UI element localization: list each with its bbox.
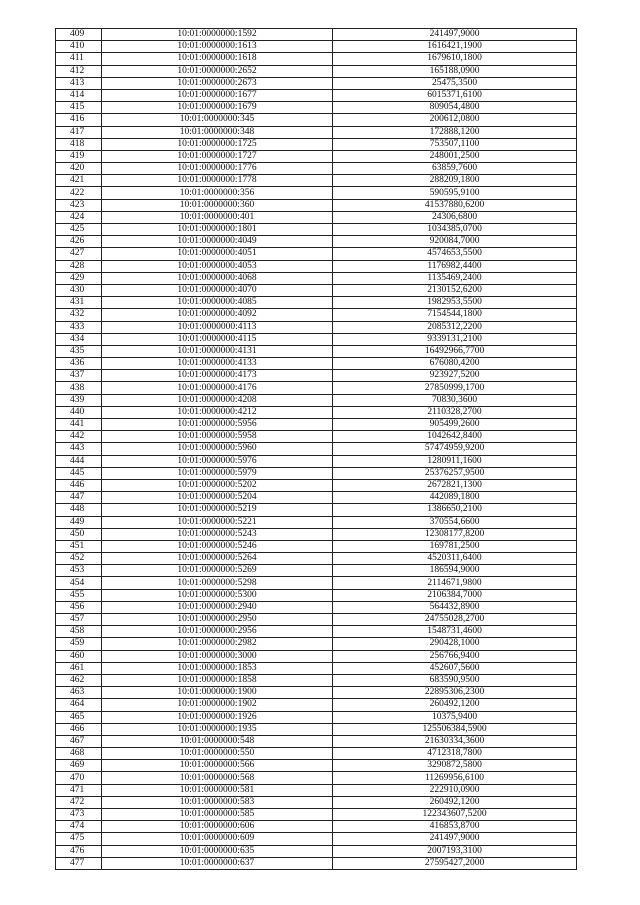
table-row (56, 553, 577, 565)
table-row (56, 370, 577, 382)
cadastral-number-cell: 10:01:0000000:4212 (102, 406, 333, 418)
amount-cell: 241497,9000 (333, 833, 577, 845)
row-number-cell: 476 (56, 845, 102, 857)
amount-cell: 200612,0800 (333, 114, 577, 126)
row-number-cell: 471 (56, 784, 102, 796)
table-row (56, 53, 577, 65)
row-number-cell: 469 (56, 760, 102, 772)
table-row (56, 406, 577, 418)
cadastral-number-cell: 10:01:0000000:5264 (102, 553, 333, 565)
amount-cell: 2110328,2700 (333, 406, 577, 418)
cadastral-number-cell: 10:01:0000000:1677 (102, 89, 333, 101)
cadastral-number-cell: 10:01:0000000:5976 (102, 455, 333, 467)
table-row (56, 394, 577, 406)
amount-cell: 41537880,6200 (333, 199, 577, 211)
cadastral-number-cell: 10:01:0000000:360 (102, 199, 333, 211)
row-number-cell: 461 (56, 662, 102, 674)
amount-cell: 2114671,9800 (333, 577, 577, 589)
cadastral-number-cell: 10:01:0000000:568 (102, 772, 333, 784)
data-table (55, 28, 577, 870)
cadastral-number-cell: 10:01:0000000:550 (102, 748, 333, 760)
cadastral-number-cell: 10:01:0000000:2982 (102, 638, 333, 650)
amount-cell: 1616421,1900 (333, 41, 577, 53)
cadastral-number-cell: 10:01:0000000:1801 (102, 224, 333, 236)
cadastral-number-cell: 10:01:0000000:5221 (102, 516, 333, 528)
table-row (56, 662, 577, 674)
amount-cell: 125506384,5900 (333, 723, 577, 735)
cadastral-number-cell: 10:01:0000000:1926 (102, 711, 333, 723)
row-number-cell: 457 (56, 614, 102, 626)
row-number-cell: 442 (56, 431, 102, 443)
cadastral-number-cell: 10:01:0000000:4085 (102, 297, 333, 309)
cadastral-number-cell: 10:01:0000000:1853 (102, 662, 333, 674)
table-row (56, 540, 577, 552)
row-number-cell: 414 (56, 89, 102, 101)
row-number-cell: 410 (56, 41, 102, 53)
table-row (56, 272, 577, 284)
row-number-cell: 409 (56, 29, 102, 41)
amount-cell: 452607,5600 (333, 662, 577, 674)
table-row (56, 638, 577, 650)
row-number-cell: 455 (56, 589, 102, 601)
table-row (56, 857, 577, 869)
cadastral-number-cell: 10:01:0000000:4131 (102, 345, 333, 357)
table-row (56, 589, 577, 601)
row-number-cell: 443 (56, 443, 102, 455)
cadastral-number-cell: 10:01:0000000:1935 (102, 723, 333, 735)
table-row (56, 821, 577, 833)
cadastral-number-cell: 10:01:0000000:2956 (102, 626, 333, 638)
table-row (56, 89, 577, 101)
row-number-cell: 416 (56, 114, 102, 126)
table-row (56, 711, 577, 723)
cadastral-number-cell: 10:01:0000000:583 (102, 796, 333, 808)
row-number-cell: 411 (56, 53, 102, 65)
row-number-cell: 452 (56, 553, 102, 565)
amount-cell: 241497,9000 (333, 29, 577, 41)
amount-cell: 416853,8700 (333, 821, 577, 833)
amount-cell: 2085312,2200 (333, 321, 577, 333)
table-row (56, 601, 577, 613)
cadastral-number-cell: 10:01:0000000:2652 (102, 65, 333, 77)
table-row (56, 455, 577, 467)
cadastral-number-cell: 10:01:0000000:1679 (102, 102, 333, 114)
amount-cell: 21630334,3600 (333, 735, 577, 747)
row-number-cell: 420 (56, 163, 102, 175)
cadastral-number-cell: 10:01:0000000:5298 (102, 577, 333, 589)
table-row (56, 333, 577, 345)
table-row (56, 126, 577, 138)
amount-cell: 4520311,6400 (333, 553, 577, 565)
row-number-cell: 451 (56, 540, 102, 552)
table-row (56, 248, 577, 260)
row-number-cell: 462 (56, 674, 102, 686)
row-number-cell: 426 (56, 236, 102, 248)
table-row (56, 760, 577, 772)
table-row (56, 479, 577, 491)
amount-cell: 288209,1800 (333, 175, 577, 187)
cadastral-number-cell: 10:01:0000000:4068 (102, 272, 333, 284)
table-row (56, 467, 577, 479)
cadastral-number-cell: 10:01:0000000:637 (102, 857, 333, 869)
amount-cell: 169781,2500 (333, 540, 577, 552)
amount-cell: 11269956,6100 (333, 772, 577, 784)
cadastral-number-cell: 10:01:0000000:1902 (102, 699, 333, 711)
cadastral-number-cell: 10:01:0000000:3000 (102, 650, 333, 662)
row-number-cell: 467 (56, 735, 102, 747)
row-number-cell: 446 (56, 479, 102, 491)
table-row (56, 175, 577, 187)
table-body (56, 29, 577, 870)
cadastral-number-cell: 10:01:0000000:609 (102, 833, 333, 845)
row-number-cell: 472 (56, 796, 102, 808)
table-row (56, 577, 577, 589)
row-number-cell: 437 (56, 370, 102, 382)
row-number-cell: 417 (56, 126, 102, 138)
cadastral-number-cell: 10:01:0000000:1725 (102, 138, 333, 150)
row-number-cell: 466 (56, 723, 102, 735)
cadastral-number-cell: 10:01:0000000:548 (102, 735, 333, 747)
row-number-cell: 450 (56, 528, 102, 540)
amount-cell: 63859,7600 (333, 163, 577, 175)
row-number-cell: 470 (56, 772, 102, 784)
cadastral-number-cell: 10:01:0000000:5243 (102, 528, 333, 540)
table-row (56, 687, 577, 699)
cadastral-number-cell: 10:01:0000000:4051 (102, 248, 333, 260)
table-row (56, 297, 577, 309)
amount-cell: 260492,1200 (333, 699, 577, 711)
amount-cell: 9339131,2100 (333, 333, 577, 345)
cadastral-number-cell: 10:01:0000000:4115 (102, 333, 333, 345)
row-number-cell: 424 (56, 211, 102, 223)
amount-cell: 260492,1200 (333, 796, 577, 808)
row-number-cell: 428 (56, 260, 102, 272)
row-number-cell: 459 (56, 638, 102, 650)
table-row (56, 211, 577, 223)
amount-cell: 442089,1800 (333, 492, 577, 504)
amount-cell: 12308177,8200 (333, 528, 577, 540)
amount-cell: 1135469,2400 (333, 272, 577, 284)
amount-cell: 6015371,6100 (333, 89, 577, 101)
table-row (56, 77, 577, 89)
amount-cell: 25376257,9500 (333, 467, 577, 479)
amount-cell: 923927,5200 (333, 370, 577, 382)
amount-cell: 920084,7000 (333, 236, 577, 248)
row-number-cell: 453 (56, 565, 102, 577)
table-row (56, 492, 577, 504)
cadastral-number-cell: 10:01:0000000:5246 (102, 540, 333, 552)
row-number-cell: 425 (56, 224, 102, 236)
cadastral-number-cell: 10:01:0000000:635 (102, 845, 333, 857)
cadastral-number-cell: 10:01:0000000:356 (102, 187, 333, 199)
amount-cell: 2007193,3100 (333, 845, 577, 857)
cadastral-number-cell: 10:01:0000000:5956 (102, 419, 333, 431)
amount-cell: 2106384,7000 (333, 589, 577, 601)
table-row (56, 309, 577, 321)
table-row (56, 723, 577, 735)
table-row (56, 236, 577, 248)
cadastral-number-cell: 10:01:0000000:5979 (102, 467, 333, 479)
table-row (56, 796, 577, 808)
row-number-cell: 444 (56, 455, 102, 467)
table-row (56, 224, 577, 236)
cadastral-number-cell: 10:01:0000000:5960 (102, 443, 333, 455)
table-row (56, 163, 577, 175)
row-number-cell: 454 (56, 577, 102, 589)
table-row (56, 735, 577, 747)
row-number-cell: 473 (56, 809, 102, 821)
table-row (56, 358, 577, 370)
cadastral-number-cell: 10:01:0000000:1900 (102, 687, 333, 699)
row-number-cell: 463 (56, 687, 102, 699)
cadastral-number-cell: 10:01:0000000:5202 (102, 479, 333, 491)
row-number-cell: 427 (56, 248, 102, 260)
cadastral-number-cell: 10:01:0000000:1858 (102, 674, 333, 686)
amount-cell: 1176982,4400 (333, 260, 577, 272)
row-number-cell: 475 (56, 833, 102, 845)
cadastral-number-cell: 10:01:0000000:4092 (102, 309, 333, 321)
amount-cell: 290428,1000 (333, 638, 577, 650)
amount-cell: 172888,1200 (333, 126, 577, 138)
amount-cell: 24755028,2700 (333, 614, 577, 626)
cadastral-number-cell: 10:01:0000000:4208 (102, 394, 333, 406)
cadastral-number-cell: 10:01:0000000:4053 (102, 260, 333, 272)
amount-cell: 27595427,2000 (333, 857, 577, 869)
row-number-cell: 464 (56, 699, 102, 711)
row-number-cell: 448 (56, 504, 102, 516)
amount-cell: 1679610,1800 (333, 53, 577, 65)
amount-cell: 3290872,5800 (333, 760, 577, 772)
table-row (56, 199, 577, 211)
table-row (56, 443, 577, 455)
row-number-cell: 423 (56, 199, 102, 211)
cadastral-number-cell: 10:01:0000000:4049 (102, 236, 333, 248)
cadastral-number-cell: 10:01:0000000:5204 (102, 492, 333, 504)
amount-cell: 4712318,7800 (333, 748, 577, 760)
amount-cell: 186594,9000 (333, 565, 577, 577)
row-number-cell: 460 (56, 650, 102, 662)
table-row (56, 626, 577, 638)
row-number-cell: 465 (56, 711, 102, 723)
table-row (56, 699, 577, 711)
table-row (56, 114, 577, 126)
amount-cell: 1034385,0700 (333, 224, 577, 236)
cadastral-number-cell: 10:01:0000000:4173 (102, 370, 333, 382)
table-row (56, 504, 577, 516)
row-number-cell: 413 (56, 77, 102, 89)
amount-cell: 676080,4200 (333, 358, 577, 370)
amount-cell: 370554,6600 (333, 516, 577, 528)
row-number-cell: 429 (56, 272, 102, 284)
cadastral-number-cell: 10:01:0000000:1592 (102, 29, 333, 41)
cadastral-number-cell: 10:01:0000000:2940 (102, 601, 333, 613)
cadastral-number-cell: 10:01:0000000:4133 (102, 358, 333, 370)
row-number-cell: 418 (56, 138, 102, 150)
cadastral-number-cell: 10:01:0000000:2950 (102, 614, 333, 626)
row-number-cell: 441 (56, 419, 102, 431)
table-row (56, 382, 577, 394)
table-row (56, 845, 577, 857)
amount-cell: 590595,9100 (333, 187, 577, 199)
amount-cell: 1280911,1600 (333, 455, 577, 467)
cadastral-number-cell: 10:01:0000000:345 (102, 114, 333, 126)
amount-cell: 7154544,1800 (333, 309, 577, 321)
amount-cell: 809054,4800 (333, 102, 577, 114)
cadastral-number-cell: 10:01:0000000:606 (102, 821, 333, 833)
row-number-cell: 412 (56, 65, 102, 77)
amount-cell: 27850999,1700 (333, 382, 577, 394)
table-row (56, 65, 577, 77)
amount-cell: 564432,8900 (333, 601, 577, 613)
table-row (56, 419, 577, 431)
amount-cell: 222910,0900 (333, 784, 577, 796)
amount-cell: 10375,9400 (333, 711, 577, 723)
table-row (56, 150, 577, 162)
amount-cell: 122343607,5200 (333, 809, 577, 821)
cadastral-number-cell: 10:01:0000000:5300 (102, 589, 333, 601)
cadastral-number-cell: 10:01:0000000:5269 (102, 565, 333, 577)
table-row (56, 321, 577, 333)
cadastral-number-cell: 10:01:0000000:5219 (102, 504, 333, 516)
table-row (56, 516, 577, 528)
table-row (56, 41, 577, 53)
table-row (56, 784, 577, 796)
row-number-cell: 419 (56, 150, 102, 162)
table-row (56, 284, 577, 296)
cadastral-number-cell: 10:01:0000000:401 (102, 211, 333, 223)
row-number-cell: 422 (56, 187, 102, 199)
amount-cell: 248001,2500 (333, 150, 577, 162)
document-page (55, 28, 574, 870)
cadastral-number-cell: 10:01:0000000:348 (102, 126, 333, 138)
amount-cell: 16492966,7700 (333, 345, 577, 357)
amount-cell: 1548731,4600 (333, 626, 577, 638)
table-row (56, 345, 577, 357)
row-number-cell: 433 (56, 321, 102, 333)
table-row (56, 833, 577, 845)
table-row (56, 528, 577, 540)
row-number-cell: 447 (56, 492, 102, 504)
amount-cell: 24306,6800 (333, 211, 577, 223)
row-number-cell: 415 (56, 102, 102, 114)
amount-cell: 1042642,8400 (333, 431, 577, 443)
amount-cell: 22895306,2300 (333, 687, 577, 699)
cadastral-number-cell: 10:01:0000000:1776 (102, 163, 333, 175)
row-number-cell: 432 (56, 309, 102, 321)
amount-cell: 1982953,5500 (333, 297, 577, 309)
amount-cell: 1386650,2100 (333, 504, 577, 516)
table-row (56, 187, 577, 199)
table-row (56, 674, 577, 686)
amount-cell: 4574653,5500 (333, 248, 577, 260)
amount-cell: 25475,3500 (333, 77, 577, 89)
cadastral-number-cell: 10:01:0000000:1613 (102, 41, 333, 53)
row-number-cell: 458 (56, 626, 102, 638)
cadastral-number-cell: 10:01:0000000:1618 (102, 53, 333, 65)
table-row (56, 772, 577, 784)
amount-cell: 753507,1100 (333, 138, 577, 150)
row-number-cell: 449 (56, 516, 102, 528)
amount-cell: 905499,2600 (333, 419, 577, 431)
row-number-cell: 468 (56, 748, 102, 760)
row-number-cell: 456 (56, 601, 102, 613)
row-number-cell: 445 (56, 467, 102, 479)
row-number-cell: 474 (56, 821, 102, 833)
row-number-cell: 421 (56, 175, 102, 187)
row-number-cell: 477 (56, 857, 102, 869)
cadastral-number-cell: 10:01:0000000:4176 (102, 382, 333, 394)
row-number-cell: 438 (56, 382, 102, 394)
cadastral-number-cell: 10:01:0000000:5958 (102, 431, 333, 443)
table-row (56, 29, 577, 41)
cadastral-number-cell: 10:01:0000000:2673 (102, 77, 333, 89)
cadastral-number-cell: 10:01:0000000:1778 (102, 175, 333, 187)
table-row (56, 565, 577, 577)
table-row (56, 650, 577, 662)
amount-cell: 2130152,6200 (333, 284, 577, 296)
table-row (56, 431, 577, 443)
cadastral-number-cell: 10:01:0000000:585 (102, 809, 333, 821)
table-row (56, 260, 577, 272)
row-number-cell: 436 (56, 358, 102, 370)
table-row (56, 809, 577, 821)
cadastral-number-cell: 10:01:0000000:566 (102, 760, 333, 772)
cadastral-number-cell: 10:01:0000000:4070 (102, 284, 333, 296)
amount-cell: 165188,0900 (333, 65, 577, 77)
cadastral-number-cell: 10:01:0000000:1727 (102, 150, 333, 162)
cadastral-number-cell: 10:01:0000000:581 (102, 784, 333, 796)
amount-cell: 256766,9400 (333, 650, 577, 662)
row-number-cell: 435 (56, 345, 102, 357)
row-number-cell: 431 (56, 297, 102, 309)
amount-cell: 57474959,9200 (333, 443, 577, 455)
row-number-cell: 434 (56, 333, 102, 345)
cadastral-number-cell: 10:01:0000000:4113 (102, 321, 333, 333)
table-row (56, 748, 577, 760)
amount-cell: 2672821,1300 (333, 479, 577, 491)
row-number-cell: 430 (56, 284, 102, 296)
table-row (56, 102, 577, 114)
amount-cell: 683590,9500 (333, 674, 577, 686)
row-number-cell: 440 (56, 406, 102, 418)
row-number-cell: 439 (56, 394, 102, 406)
amount-cell: 70830,3600 (333, 394, 577, 406)
table-row (56, 614, 577, 626)
table-row (56, 138, 577, 150)
